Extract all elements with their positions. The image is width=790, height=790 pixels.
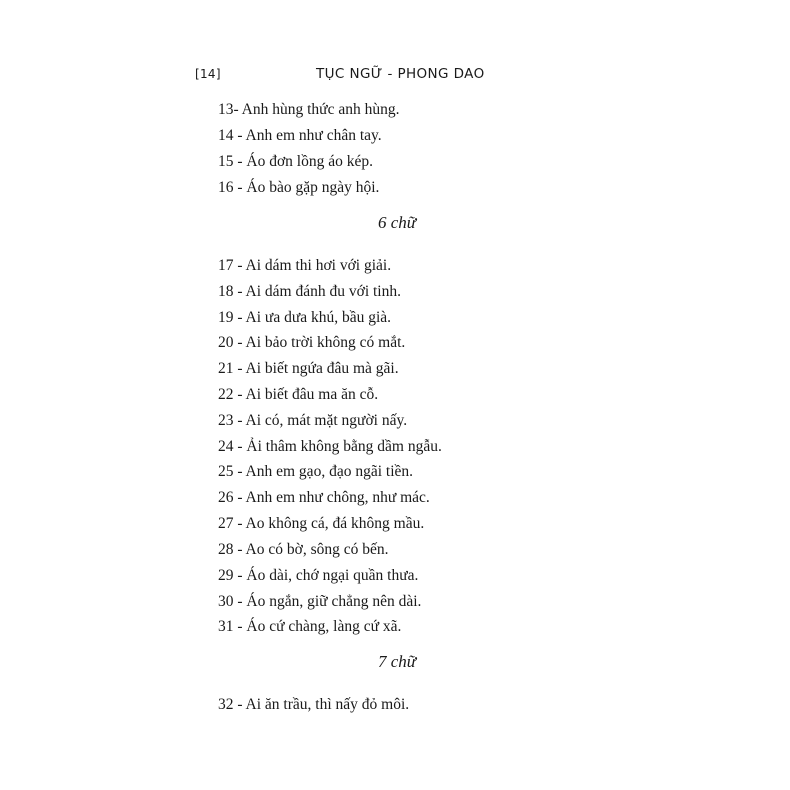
page-number: [14] [195,67,221,81]
proverb-line: 19 - Ai ưa dưa khú, bầu già. [218,309,392,326]
proverb-line: 26 - Anh em như chông, như mác. [218,489,430,506]
proverb-line: 25 - Anh em gạo, đạo ngãi tiền. [218,463,413,480]
proverb-line: 24 - Ải thâm không bằng dầm ngẫu. [218,438,442,455]
proverb-line: 32 - Ai ăn trầu, thì nấy đỏ môi. [218,696,410,713]
proverb-line: 20 - Ai bảo trời không có mắt. [218,334,406,351]
proverb-line: 29 - Áo dài, chớ ngại quần thưa. [218,567,419,584]
proverb-line: 22 - Ai biết đâu ma ăn cỗ. [218,386,379,403]
proverb-line: 14 - Anh em như chân tay. [218,127,382,144]
proverb-line: 13- Anh hùng thức anh hùng. [218,101,400,118]
running-header: TỤC NGỮ - PHONG DAO [316,66,485,82]
proverb-line: 18 - Ai dám đánh đu với tinh. [218,283,401,300]
proverb-line: 21 - Ai biết ngứa đâu mà gãi. [218,360,399,377]
proverb-line: 16 - Áo bào gặp ngày hội. [218,179,380,196]
proverb-line: 30 - Áo ngắn, giữ chẳng nên dài. [218,593,422,610]
proverb-line: 15 - Áo đơn lồng áo kép. [218,153,373,170]
section-heading-7-chu: 7 chữ [378,652,417,671]
section-heading-6-chu: 6 chữ [378,213,417,232]
proverb-line: 31 - Áo cứ chàng, làng cứ xã. [218,618,402,635]
proverb-line: 27 - Ao không cá, đá không mầu. [218,515,425,532]
proverb-line: 28 - Ao có bờ, sông có bến. [218,541,389,558]
proverb-line: 23 - Ai có, mát mặt người nấy. [218,412,408,429]
proverb-line: 17 - Ai dám thi hơi với giải. [218,257,392,274]
